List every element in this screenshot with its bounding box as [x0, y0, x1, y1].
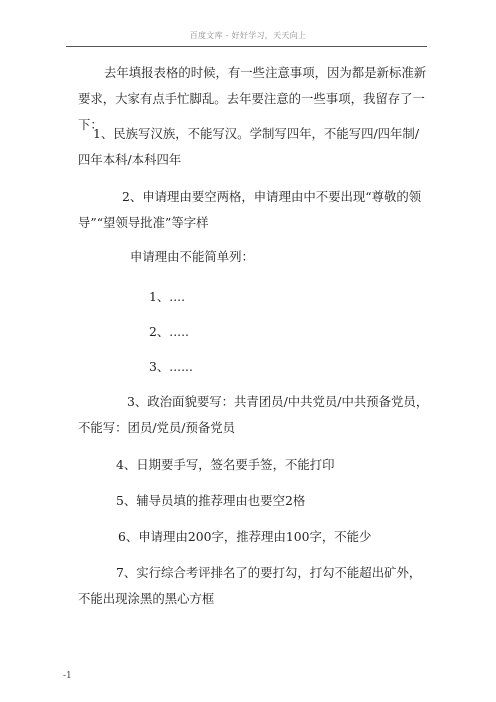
- rule-item-7: 7、实行综合考评排名了的要打勾，打勾不能超出矿外，不能出现涂黑的黑心方框: [78, 565, 422, 606]
- rule-item-2: 2、申请理由要空两格，申请理由中不要出现“尊敬的领导”“望领导批准”等字样: [78, 189, 422, 230]
- list-item-2: 2、.....: [149, 324, 189, 339]
- header-divider: [66, 46, 427, 47]
- rule-item-6: 6、申请理由200字，推荐理由100字，不能少: [118, 529, 372, 544]
- rule-item-1: 1、民族写汉族，不能写汉。学制写四年，不能写四/四年制/四年本科/本科四年: [78, 126, 419, 167]
- list-intro: 申请理由不能简单列：: [130, 249, 254, 264]
- rule-item-3: 3、政治面貌要写：共青团员/中共党员/中共预备党员，不能写：团员/党员/预备党员: [78, 394, 429, 435]
- page-number: -1: [63, 671, 72, 681]
- rule-item-5: 5、辅导员填的推荐理由也要空2格: [116, 493, 306, 508]
- list-item-3: 3、......: [149, 359, 193, 374]
- rule-item-4: 4、日期要手写，签名要手签，不能打印: [116, 457, 335, 472]
- intro-paragraph: 去年填报表格的时候，有一些注意事项，因为都是新标准新要求，大家有点手忙脚乱。去年要注意的一些事项，我留存了一下：: [78, 65, 427, 132]
- list-item-1: 1、....: [149, 289, 186, 304]
- page-header: 百度文库 - 好好学习，天天向上: [189, 31, 307, 40]
